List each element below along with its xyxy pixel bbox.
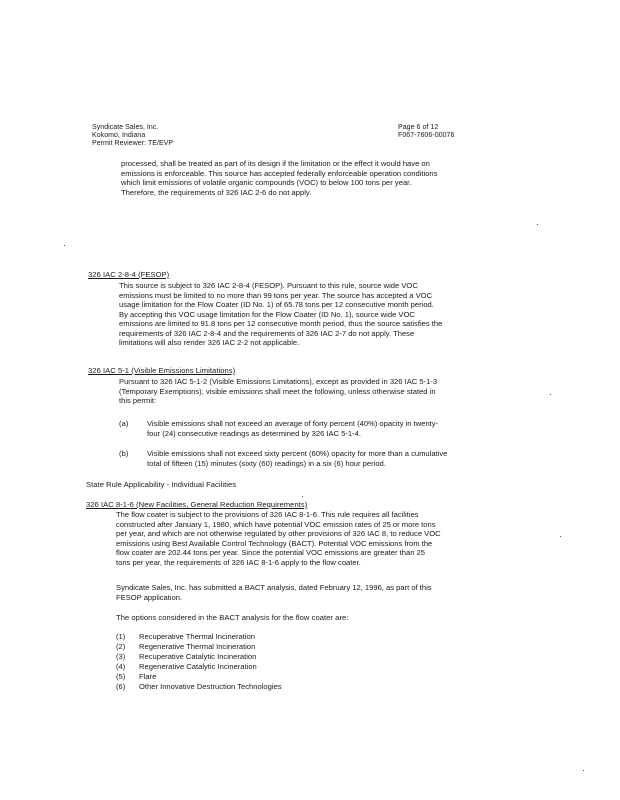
text-line: This source is subject to 326 IAC 2-8-4 (FESOP). Pursuant to this rule, source wide VOC (119, 281, 418, 290)
text-line: total of fifteen (15) minutes (sixty (60) readings) in a six (6) hour period. (147, 458, 386, 468)
text-line: tons per year, the requirements of 326 IAC 8-1-6 apply to the flow coater. (116, 557, 361, 567)
text-line: (Temporary Exemptions), visible emissions shall meet the following, unless otherwise stated in (119, 386, 436, 396)
header-page-number: Page 6 of 12 (398, 124, 439, 131)
scan-speck (550, 394, 551, 395)
new-facilities-paragraph (116, 510, 441, 567)
text-line: usage limitation for the Flow Coater (ID No. 1) of 65.78 tons per 12 consecutive month period. (119, 300, 434, 310)
intro-paragraph (121, 159, 437, 197)
fesop-paragraph (119, 281, 442, 348)
text-line: limitations will also render 326 IAC 2-2 not applicable. (119, 338, 300, 348)
option-number: (1) (116, 632, 126, 641)
text-line: this permit: (119, 396, 157, 406)
new-facilities-heading: 326 IAC 8-1-6 (New Facilities, General Reduction Requirements) (86, 500, 308, 509)
visible-emissions-item-b (147, 449, 447, 468)
list-marker-a: (a) (119, 419, 129, 428)
visible-emissions-item-a (147, 419, 438, 438)
header-reviewer: Permit Reviewer: TE/EVP (92, 140, 174, 147)
text-line: emissions are limited to 91.8 tons per 12 consecutive month period, thus the source satisfies the (119, 319, 443, 329)
scan-speck (537, 224, 538, 225)
text-line: which limit emissions of volatile organic compounds (VOC) to below 100 tons per year. (121, 178, 412, 188)
option-text: Regenerative Catalytic Incineration (139, 662, 257, 671)
option-text: Flare (139, 672, 157, 681)
text-line: Therefore, the requirements of 326 IAC 2-6 do not apply. (121, 187, 312, 197)
scan-speck (560, 536, 561, 537)
list-marker-b: (b) (119, 449, 129, 458)
options-intro: The options considered in the BACT analysis for the flow coater are: (116, 613, 349, 622)
option-text: Recuperative Thermal Incineration (139, 632, 255, 641)
option-text: Other Innovative Destruction Technologies (139, 682, 282, 691)
text-line: The flow coater is subject to the provisions of 326 IAC 8-1-6. This rule requires all facilities (116, 510, 419, 519)
scan-speck (64, 245, 65, 246)
text-line: Pursuant to 326 IAC 5-1-2 (Visible Emissions Limitations), except as provided in 326 IAC 5-1-3 (119, 377, 438, 386)
text-line: flow coater are 202.44 tons per year. Since the potential VOC emissions are greater than 25 (116, 548, 425, 558)
text-line: FESOP application. (116, 592, 183, 602)
header-location: Kokomo, Indiana (92, 132, 146, 139)
option-number: (3) (116, 652, 126, 661)
scan-speck (583, 770, 584, 771)
header-permit-number: F067-7606-00076 (398, 132, 455, 139)
text-line: per year, and which are not otherwise regulated by other provisions of 326 IAC 8, to reduce VOC (116, 529, 441, 539)
bact-paragraph (116, 583, 432, 602)
option-text: Recuperative Catalytic Incineration (139, 652, 257, 661)
option-number: (6) (116, 682, 126, 691)
section-title: State Rule Applicability - Individual Facilities (86, 480, 237, 489)
visible-emissions-paragraph (119, 377, 437, 406)
option-text: Regenerative Thermal Incineration (139, 642, 256, 651)
visible-emissions-heading: 326 IAC 5-1 (Visible Emissions Limitations) (88, 366, 236, 375)
option-number: (4) (116, 662, 126, 671)
text-line: By accepting this VOC usage limitation for the Flow Coater (ID No. 1), source wide VOC (119, 309, 415, 319)
option-number: (2) (116, 642, 126, 651)
text-line: Visible emissions shall not exceed an average of forty percent (40%) opacity in twenty- (147, 419, 439, 428)
text-line: emissions must be limited to no more than 99 tons per year. The source has accepted a VOC (119, 290, 433, 300)
scan-speck (302, 496, 303, 497)
option-number: (5) (116, 672, 126, 681)
text-line: emissions using Best Available Control Technology (BACT). Potential VOC emissions from the (116, 538, 433, 548)
text-line: processed, shall be treated as part of its design if the limitation or the effect it would have on (121, 159, 430, 168)
fesop-heading: 326 IAC 2-8-4 (FESOP) (88, 270, 170, 279)
text-line: four (24) consecutive readings as determined by 326 IAC 5-1-4. (147, 428, 362, 438)
text-line: constructed after January 1, 1980, which have potential VOC emission rates of 25 or more tons (116, 519, 436, 529)
header-company: Syndicate Sales, Inc. (92, 124, 159, 131)
text-line: Visible emissions shall not exceed sixty percent (60%) opacity for more than a cumulative (147, 449, 448, 458)
text-line: emissions is enforceable. This source has accepted federally enforceable operation conditions (121, 168, 438, 178)
text-line: requirements of 326 IAC 2-8-4 and the requirements of 326 IAC 2-7 do not apply. These (119, 328, 415, 338)
text-line: Syndicate Sales, Inc. has submitted a BACT analysis, dated February 12, 1996, as part of this (116, 583, 432, 592)
